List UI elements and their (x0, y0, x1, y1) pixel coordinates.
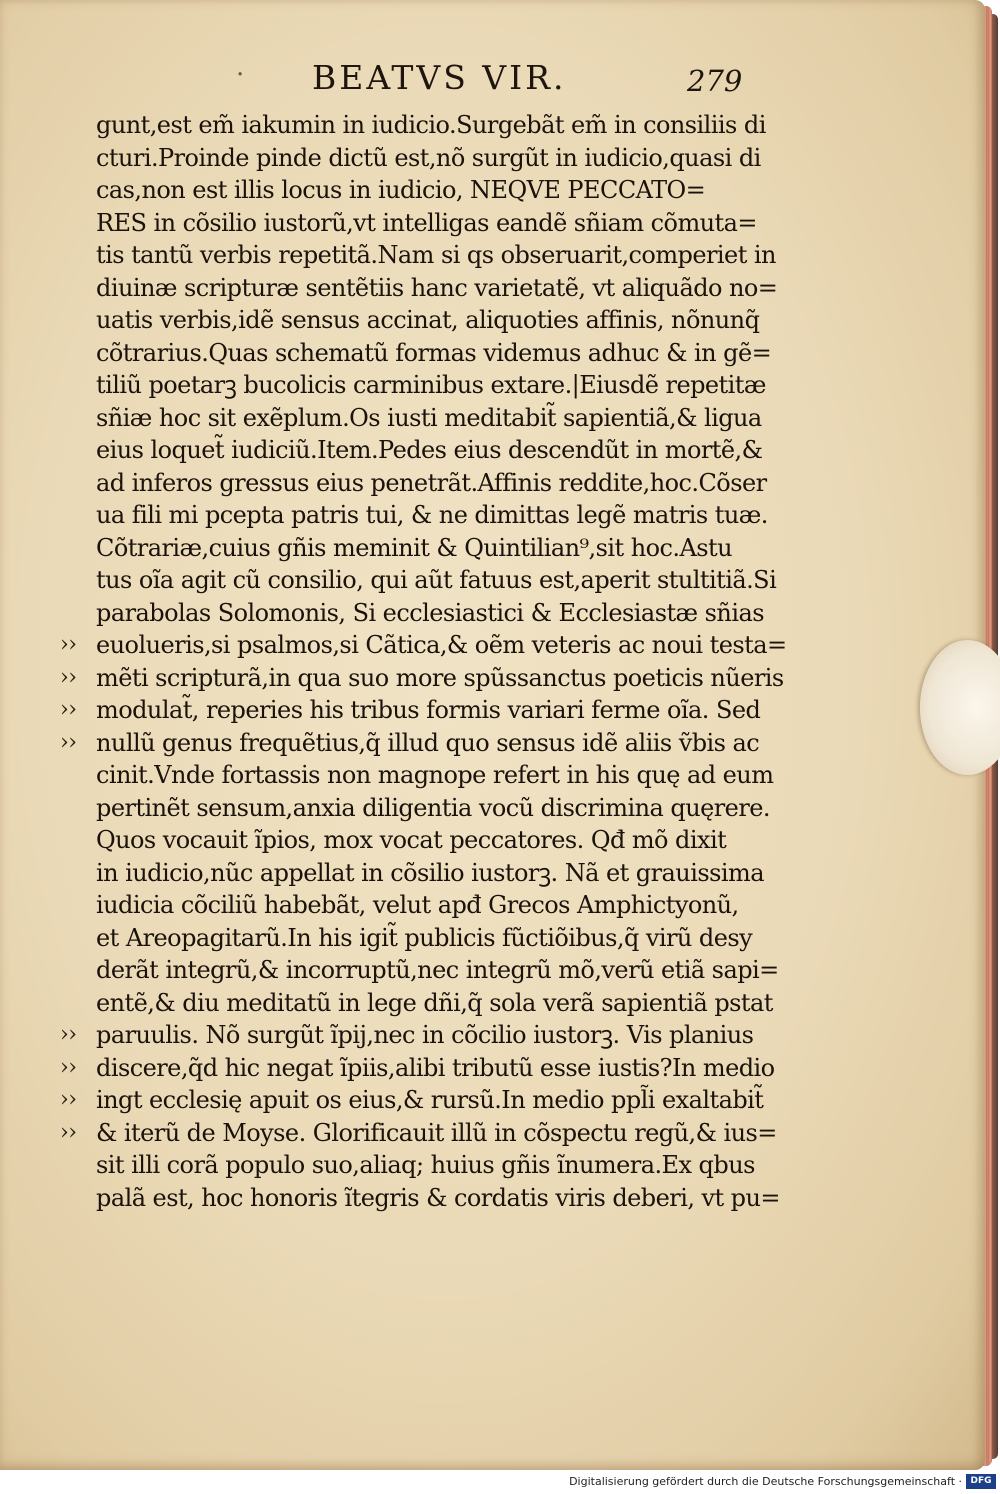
line-text: ingt ecclesię apuit os eius,& rursũ.In medio ppl̃i exaltabit̃ (96, 1086, 764, 1114)
text-line (96, 207, 836, 240)
text-line (60, 662, 836, 695)
line-text: eius loquet̃ iudiciũ.Item.Pedes eius descendũt in mortẽ,& (96, 436, 763, 464)
line-text: cturi.Proinde pinde dictũ est,nõ surgũt in iudicio,quasi di (96, 143, 761, 172)
text-line (96, 272, 836, 305)
text-line (96, 467, 836, 500)
text-line (96, 369, 836, 402)
line-text: ua fili mi pcepta patris tui, & ne dimittas legẽ matris tuæ. (96, 501, 768, 529)
text-line (96, 434, 836, 467)
line-text: tiliũ poetarꝫ bucolicis carminibus extare.|Eiusdẽ repetitæ (96, 371, 766, 399)
text-line (96, 1149, 836, 1182)
folio-number: 279 (687, 64, 743, 98)
line-text: entẽ,& diu meditatũ in lege dñi,q̃ sola verã sapientiã pstat (96, 988, 773, 1017)
text-line (96, 499, 836, 532)
text-line (96, 922, 836, 955)
funding-credit: Digitalisierung gefördert durch die Deutsche Forschungsgemeinschaft · (569, 1475, 962, 1488)
line-text: cõtrarius.Quas schematũ formas videmus adhuc & in gẽ= (96, 338, 772, 367)
line-text: pertinẽt sensum,anxia diligentia vocũ discrimina quęrere. (96, 793, 770, 822)
line-text: iudicia cõciliũ habebãt, velut apđ Grecos Amphictyonũ, (96, 891, 739, 919)
line-text: diuinæ scripturæ sentẽtiis hanc varietatẽ, vt aliquãdo no= (96, 273, 778, 302)
line-text: in iudicio,nũc appellat in cõsilio iustorꝫ. Nã et grauissima (96, 858, 764, 887)
line-text: Quos vocauit ĩpios, mox vocat peccatores. Qđ mõ dixit (96, 826, 727, 854)
line-text: tis tantũ verbis repetitã.Nam si qs obseruarit,comperiet in (96, 241, 776, 269)
text-line (96, 304, 836, 337)
text-line (96, 889, 836, 922)
running-title: BEATVS VIR. (312, 58, 567, 97)
line-text: & iterũ de Moyse. Glorificauit illũ in cõspectu regũ,& ius= (96, 1118, 777, 1147)
line-text: uatis verbis,idẽ sensus accinat, aliquoties affinis, nõnunq̃ (96, 306, 760, 334)
line-text: cinit.Vnde fortassis non magnope refert in his quę ad eum (96, 761, 774, 789)
line-text: cas,non est illis locus in iudicio, NEQVE PECCATO= (96, 176, 706, 204)
text-line (60, 1117, 836, 1150)
text-line (96, 987, 836, 1020)
quotation-mark: ›› (60, 697, 77, 722)
line-text: Cõtrariæ,cuius gñis meminit & Quintilian⁹,sit hoc.Astu (96, 533, 733, 562)
line-text: RES in cõsilio iustorũ,vt intelligas eandẽ sñiam cõmuta= (96, 208, 757, 237)
quotation-mark: ›› (60, 632, 77, 657)
text-line (60, 727, 836, 760)
text-line (96, 1182, 836, 1215)
quotation-mark: ›› (60, 729, 77, 755)
text-line (96, 174, 836, 207)
quotation-mark: ›› (60, 1119, 77, 1145)
text-line (96, 857, 836, 890)
line-text: derãt integrũ,& incorruptũ,nec integrũ mõ,verũ etiã sapi= (96, 956, 779, 984)
running-head (0, 58, 985, 98)
line-text: nullũ genus frequẽtius,q̃ illud quo sensus idẽ aliis ṽbis ac (96, 728, 760, 757)
text-line (60, 1019, 836, 1052)
line-text: palã est, hoc honoris ĩtegris & cordatis viris deberi, vt pu= (96, 1183, 780, 1212)
line-text: parabolas Solomonis, Si ecclesiastici & Ecclesiastæ sñias (96, 598, 764, 627)
text-line (60, 1052, 836, 1085)
line-text: mẽti scripturã,in qua suo more spũssanctus poeticis nũeris (96, 663, 784, 692)
quotation-mark: ›› (60, 664, 77, 690)
text-line (96, 597, 836, 630)
text-line (96, 402, 836, 435)
marginal-mark: · (236, 60, 245, 90)
text-line (96, 239, 836, 272)
text-line (96, 824, 836, 857)
text-line (96, 337, 836, 370)
quotation-mark: ›› (60, 1022, 77, 1047)
text-line (96, 792, 836, 825)
line-text: sñiæ hoc sit exẽplum.Os iusti meditabit̃ sapientiã,& ligua (96, 403, 762, 432)
digitization-footer (0, 1470, 1000, 1494)
line-text: tus oĩa agit cũ consilio, qui aũt fatuus est,aperit stultitiã.Si (96, 566, 777, 594)
text-line (96, 564, 836, 597)
text-line (96, 109, 836, 142)
text-line (96, 759, 836, 792)
text-line (96, 532, 836, 565)
text-line (96, 142, 836, 175)
quotation-mark: ›› (60, 1087, 77, 1112)
line-text: paruulis. Nõ surgũt ĩpij,nec in cõcilio iustorꝫ. Vis planius (96, 1021, 754, 1049)
text-line (96, 954, 836, 987)
text-line (60, 1084, 836, 1117)
text-line (60, 629, 836, 662)
line-text: et Areopagitarũ.In his igit̃ publicis fũctiõibus,q̃ virũ desy (96, 923, 753, 952)
text-line (60, 694, 836, 727)
line-text: gunt,est em̃ iakumin in iudicio.Surgebãt em̃ in consiliis di (96, 111, 766, 139)
line-text: sit illi corã populo suo,aliaq; huius gñis ĩnumera.Ex qbus (96, 1151, 755, 1179)
line-text: euolueris,si psalmos,si Cãtica,& oẽm veteris ac noui testa= (96, 631, 787, 659)
line-text: modulat̃, reperies his tribus formis variari ferme oĩa. Sed (96, 696, 761, 724)
dfg-logo: DFG (966, 1474, 996, 1489)
body-text (60, 109, 836, 1214)
line-text: ad inferos gressus eius penetrãt.Affinis reddite,hoc.Cõser (96, 468, 767, 497)
quotation-mark: ›› (60, 1054, 77, 1080)
line-text: discere,q̃d hic negat ĩpiis,alibi tributũ esse iustis?In medio (96, 1053, 775, 1082)
